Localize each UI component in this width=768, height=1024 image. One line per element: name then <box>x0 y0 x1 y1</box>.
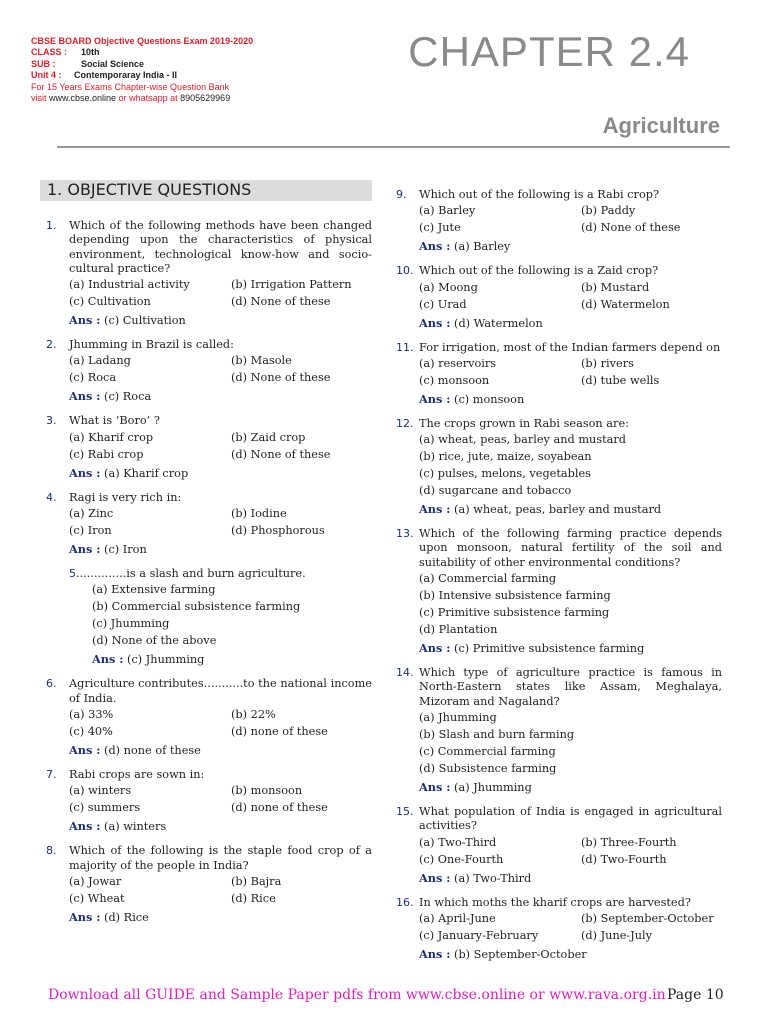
question-text: Which of the following farming practice depends upon monsoon, natural fertility of the soil and suitability of other environmental conditions? <box>419 527 722 569</box>
answer-line <box>69 818 372 835</box>
chapter-title: CHAPTER 2.4 <box>408 28 690 75</box>
option-item: (b) Bajra <box>231 874 282 888</box>
option-item: (b) rivers <box>581 356 634 370</box>
exam-title: CBSE BOARD Objective Questions Exam 2019-2020 <box>31 36 254 46</box>
answer-value: (c) monsoon <box>454 392 525 406</box>
option-item: (d) Plantation <box>419 623 498 637</box>
answer-label: Ans : <box>69 389 101 404</box>
answer-line <box>419 870 722 887</box>
question-item <box>46 414 372 481</box>
option-item: (c) Urad <box>419 297 467 311</box>
question-number: 14. <box>396 666 414 680</box>
answer-line <box>69 651 372 668</box>
answer-options <box>419 570 722 638</box>
answer-value: (a) Barley <box>454 240 511 254</box>
option-item: (d) Two-Fourth <box>581 852 667 866</box>
answer-options <box>419 355 722 389</box>
answer-label: Ans : <box>92 652 124 667</box>
option-item: (d) Phosphorous <box>231 524 325 538</box>
answer-line <box>419 946 722 963</box>
question-item <box>46 219 372 329</box>
chapter-subject: Agriculture <box>602 113 720 138</box>
answer-label: Ans : <box>69 542 101 557</box>
option-item: (c) Cultivation <box>69 295 151 309</box>
answer-line <box>69 909 372 926</box>
footer-download-note: Download all GUIDE and Sample Paper pdfs from www.cbse.online or www.rava.org.in <box>48 987 666 1003</box>
answer-options <box>419 709 722 777</box>
question-number: 3. <box>46 414 57 428</box>
class-value: 10th <box>81 47 100 58</box>
option-item: (a) Industrial activity <box>69 278 190 292</box>
subject-value: Social Science <box>81 58 145 69</box>
whatsapp-label: or whatsapp at <box>118 93 178 104</box>
answer-options <box>419 834 722 868</box>
answer-line <box>419 391 722 408</box>
option-item: (a) Jowar <box>69 874 122 888</box>
question-number: 4. <box>46 490 57 504</box>
option-item: (a) Barley <box>419 204 476 218</box>
question-number: 13. <box>396 527 414 541</box>
question-item <box>46 768 372 835</box>
option-item: (a) Moong <box>419 280 478 294</box>
question-text: Agriculture contributes...........to the national income of India. <box>69 677 372 705</box>
option-item: (d) None of these <box>581 221 681 235</box>
page-number: Page 10 <box>667 987 724 1003</box>
question-text: What population of India is engaged in agricultural activities? <box>419 804 722 833</box>
option-item: (d) None of the above <box>92 634 217 648</box>
answer-label: Ans : <box>419 779 451 794</box>
option-item: (b) rice, jute, maize, soyabean <box>419 450 592 464</box>
option-item: (b) 22% <box>231 707 276 721</box>
question-item <box>46 491 372 558</box>
answer-line <box>69 465 372 482</box>
answer-options <box>69 276 372 310</box>
question-item <box>396 264 722 331</box>
question-item <box>396 341 722 408</box>
option-item: (c) One-Fourth <box>419 852 504 866</box>
answer-options <box>69 706 372 740</box>
question-number: 5 <box>69 567 76 581</box>
option-item: (d) none of these <box>231 801 328 815</box>
option-item: (b) Commercial subsistence farming <box>92 600 301 614</box>
option-item: (b) Paddy <box>581 204 636 218</box>
question-text: The crops grown in Rabi season are: <box>419 416 629 430</box>
unit-value: Contemporaray India - II <box>74 70 178 81</box>
option-item: (d) Subsistence farming <box>419 761 557 775</box>
unit-key: Unit 4 : <box>31 70 62 81</box>
question-number: 7. <box>46 767 57 781</box>
option-item: (a) Extensive farming <box>92 583 216 597</box>
option-item: (b) Slash and burn farming <box>419 727 575 741</box>
answer-value: (d) none of these <box>104 743 201 757</box>
answer-label: Ans : <box>69 313 101 328</box>
question-text: What is ‘Boro’ ? <box>69 414 160 428</box>
question-number: 6. <box>46 677 57 691</box>
option-item: (d) Rice <box>231 891 276 905</box>
class-key: CLASS : <box>31 47 67 58</box>
answer-label: Ans : <box>69 465 101 480</box>
visit-label: visit <box>31 93 47 104</box>
option-item: (c) Roca <box>69 371 117 385</box>
answer-value: (c) Iron <box>104 543 147 557</box>
answer-options <box>419 910 722 944</box>
question-text: Which out of the following is a Rabi crop? <box>419 188 660 201</box>
option-item: (d) None of these <box>231 447 331 461</box>
question-body: ..............is a slash and burn agriculture. <box>76 567 306 581</box>
option-item: (a) Jhumming <box>419 710 497 724</box>
answer-line <box>419 315 722 332</box>
option-item: (d) Watermelon <box>581 297 670 311</box>
option-item: (b) Zaid crop <box>231 430 306 444</box>
answer-value: (c) Roca <box>104 390 152 404</box>
subject-key: SUB : <box>31 58 56 69</box>
answer-value: (a) Kharif crop <box>104 466 189 480</box>
question-number: 15. <box>396 804 414 818</box>
website-link[interactable]: www.cbse.online <box>49 93 117 104</box>
question-number: 12. <box>396 416 414 430</box>
question-item <box>396 666 722 796</box>
option-item: (b) Irrigation Pattern <box>231 278 352 292</box>
answer-value: (a) winters <box>104 820 167 834</box>
answer-options <box>69 352 372 386</box>
option-item: (d) tube wells <box>581 373 660 387</box>
right-column <box>396 188 722 972</box>
option-item: (c) Iron <box>69 524 112 538</box>
answer-value: (c) Primitive subsistence farming <box>454 642 645 656</box>
question-item <box>396 896 722 963</box>
option-item: (d) none of these <box>231 724 328 738</box>
question-text: For irrigation, most of the Indian farmers depend on <box>419 340 721 354</box>
option-item: (a) Zinc <box>69 507 114 521</box>
question-item <box>46 677 372 759</box>
option-item: (a) Two-Third <box>419 835 497 849</box>
option-item: (a) Kharif crop <box>69 430 154 444</box>
option-item: (a) Ladang <box>69 354 131 368</box>
option-item: (b) Iodine <box>231 507 287 521</box>
option-item: (c) summers <box>69 801 141 815</box>
answer-label: Ans : <box>69 742 101 757</box>
answer-line <box>69 742 372 759</box>
answer-value: (a) Jhumming <box>454 780 532 794</box>
answer-label: Ans : <box>419 502 451 517</box>
answer-options <box>419 202 722 236</box>
header-divider <box>57 146 730 148</box>
question-text: Jhumming in Brazil is called: <box>69 338 234 352</box>
question-text: Which out of the following is a Zaid crop? <box>419 264 659 278</box>
question-item <box>46 338 372 405</box>
option-item: (c) Jhumming <box>92 617 170 631</box>
answer-options <box>69 429 372 463</box>
answer-options <box>69 873 372 907</box>
answer-line <box>69 388 372 405</box>
question-item <box>396 805 722 887</box>
answer-label: Ans : <box>419 870 451 885</box>
answer-options <box>419 431 722 499</box>
question-text: Which type of agriculture practice is famous in North-Eastern states like Assam, Meghalaya, Mizoram and Nagaland? <box>419 666 722 708</box>
question-number: 16. <box>396 895 414 909</box>
answer-value: (b) September-October <box>454 947 587 961</box>
question-item <box>396 527 722 657</box>
answer-label: Ans : <box>69 819 101 834</box>
option-item: (d) sugarcane and tobacco <box>419 484 572 498</box>
phone-number: 8905629969 <box>180 93 231 104</box>
question-text: In which moths the kharif crops are harvested? <box>419 895 691 909</box>
question-number: 1. <box>46 219 57 232</box>
answer-line <box>69 541 372 558</box>
section-header <box>40 180 372 201</box>
question-item <box>396 417 722 518</box>
answer-label: Ans : <box>419 239 451 254</box>
question-number: 11. <box>396 340 414 354</box>
option-item: (a) Commercial farming <box>419 572 557 586</box>
option-item: (c) monsoon <box>419 373 490 387</box>
option-item: (d) None of these <box>231 371 331 385</box>
answer-label: Ans : <box>419 315 451 330</box>
answer-label: Ans : <box>419 391 451 406</box>
option-item: (b) September-October <box>581 911 714 925</box>
question-bank-note: For 15 Years Exams Chapter-wise Question Bank <box>31 81 230 92</box>
question-item <box>396 188 722 255</box>
option-item: (c) pulses, melons, vegetables <box>419 467 591 481</box>
answer-line <box>69 312 372 329</box>
option-item: (c) January-February <box>419 928 539 942</box>
option-item: (b) Three-Fourth <box>581 835 677 849</box>
option-item: (b) Intensive subsistence farming <box>419 589 611 603</box>
option-item: (c) Primitive subsistence farming <box>419 606 610 620</box>
answer-line <box>419 238 722 255</box>
answer-value: (c) Jhumming <box>127 653 205 667</box>
answer-options <box>419 279 722 313</box>
option-item: (c) Wheat <box>69 891 125 905</box>
question-item <box>46 567 372 668</box>
answer-options <box>69 581 372 649</box>
question-item <box>46 844 372 926</box>
option-item: (c) Jute <box>419 221 461 235</box>
answer-value: (a) wheat, peas, barley and mustard <box>454 503 662 517</box>
answer-value: (d) Rice <box>104 910 149 924</box>
answer-label: Ans : <box>69 909 101 924</box>
question-number: 8. <box>46 844 57 858</box>
answer-label: Ans : <box>419 641 451 656</box>
option-item: (a) reservoirs <box>419 356 497 370</box>
question-text: Ragi is very rich in: <box>69 490 182 504</box>
document-header <box>31 36 253 104</box>
option-item: (b) Masole <box>231 354 292 368</box>
option-item: (c) Commercial farming <box>419 744 556 758</box>
answer-options <box>69 505 372 539</box>
answer-value: (d) Watermelon <box>454 316 543 330</box>
option-item: (b) Mustard <box>581 280 650 294</box>
question-text: Which of the following methods have been changed depending upon the characteristics of physical environment, technological know-how and socio-cultural practice? <box>69 219 372 275</box>
left-column <box>46 219 372 935</box>
question-number: 9. <box>396 188 407 201</box>
option-item: (d) June-July <box>581 928 653 942</box>
option-item: (b) monsoon <box>231 784 303 798</box>
answer-value: (c) Cultivation <box>104 314 186 328</box>
option-item: (a) winters <box>69 784 132 798</box>
answer-value: (a) Two-Third <box>454 871 532 885</box>
question-text: Rabi crops are sown in: <box>69 767 205 781</box>
answer-line <box>419 779 722 796</box>
option-item: (c) Rabi crop <box>69 447 144 461</box>
option-item: (a) April-June <box>419 911 496 925</box>
question-number: 10. <box>396 264 414 278</box>
answer-options <box>69 782 372 816</box>
answer-line <box>419 640 722 657</box>
option-item: (d) None of these <box>231 295 331 309</box>
answer-label: Ans : <box>419 946 451 961</box>
question-text: Which of the following is the staple food crop of a majority of the people in India? <box>69 844 372 872</box>
option-item: (a) wheat, peas, barley and mustard <box>419 433 627 447</box>
question-number: 2. <box>46 338 57 352</box>
option-item: (a) 33% <box>69 707 114 721</box>
option-item: (c) 40% <box>69 724 113 738</box>
section-title: 1. OBJECTIVE QUESTIONS <box>47 180 252 199</box>
answer-line <box>419 501 722 518</box>
question-text <box>69 567 372 581</box>
